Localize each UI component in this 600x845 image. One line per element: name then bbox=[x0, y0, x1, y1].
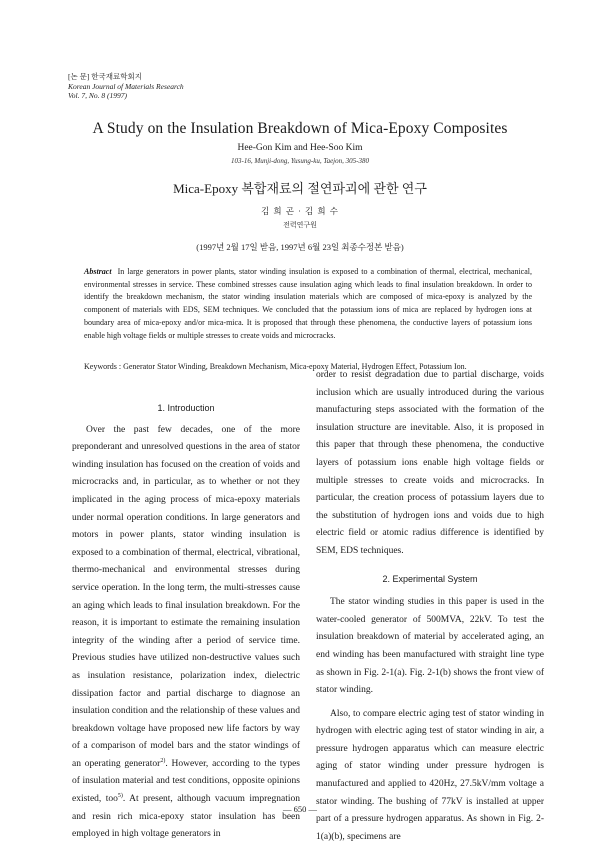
paper-title: A Study on the Insulation Breakdown of Mica-Epoxy Composites bbox=[92, 120, 508, 137]
abstract bbox=[84, 266, 532, 342]
authors: Hee-Gon Kim and Hee-Soo Kim bbox=[237, 143, 363, 153]
intro-paragraph bbox=[72, 422, 300, 844]
masthead-journal: Korean Journal of Materials Research bbox=[68, 81, 184, 91]
reference-marker: 2) bbox=[160, 757, 166, 764]
masthead-korean: [논 문] 한국재료학회지 bbox=[68, 72, 142, 81]
reference-marker: 5) bbox=[117, 792, 123, 799]
intro-text-3: . At present, although vacuum impregnation and resin rich mica-epoxy stator insulation has been employed in high voltage generators in bbox=[72, 794, 300, 840]
abstract-text: In large generators in power plants, stator winding insulation is exposed to a combination of thermal, electrical, mechanical, environmental stresses in service. These combined stresses cause insulation aging which leads to final insulation breakdown. In order to identify the breakdown mechanism, the stator winding insulation materials which are composed of mica-epoxy is analyzed by the component of materials with EDS, SEM techniques. We concluded that the potassium ions of mica are replaced by hydrogen ions at boundary area of mica-epoxy and/or mica-mica. It is proposed that through these phenomena, the conductive layers of potassium ions enable high voltage fields or multiple stresses to create voids and microcracks. bbox=[84, 267, 532, 340]
section-heading-experimental: 2. Experimental System bbox=[382, 573, 478, 584]
left-column bbox=[72, 400, 300, 844]
affiliation: 103-16, Munji-dong, Yusung-ku, Taejon, 305-380 bbox=[231, 157, 369, 165]
masthead-volume: Vol. 7, No. 8 (1997) bbox=[68, 91, 127, 100]
korean-authors: 김 희 곤 · 김 희 수 bbox=[261, 206, 339, 216]
page-number: — 650 — bbox=[283, 804, 317, 814]
korean-title: Mica-Epoxy 복합재료의 절연파괴에 관한 연구 bbox=[173, 181, 427, 196]
abstract-label: Abstract bbox=[84, 267, 112, 276]
right-column bbox=[316, 367, 544, 845]
received-dates: (1997년 2월 17일 받음, 1997년 6월 23일 최종수정본 받음) bbox=[196, 242, 404, 252]
keywords: Keywords : Generator Stator Winding, Breakdown Mechanism, Mica-epoxy Material, Hydrogen Effect, Potassium Ion. bbox=[84, 362, 467, 371]
intro-text-2: . However, according to the types of insulation material and test conditions, opposite opinions existed, too bbox=[72, 758, 300, 805]
korean-affiliation: 전력연구원 bbox=[283, 221, 317, 229]
section-heading-introduction: 1. Introduction bbox=[157, 403, 215, 413]
intro-continuation: order to resist degradation due to partial discharge, voids inclusion which are usually introduced during the various manufacturing steps associated with the formation of the insulation structure are inevitable. Also, it is proposed in this paper that through these phenomena, the conductive layers of potassium ions enable high voltage fields or multiple stresses to create voids and microcracks. In particular, the creation process of potassium layers due to the substitution of hydrogen ions and voids due to high electric field or atomic radius difference is identified by SEM, EDS techniques. bbox=[316, 370, 544, 556]
experimental-paragraph-1: The stator winding studies in this paper is used in the water-cooled generator of 500MVA, 22kV. To test the insulation breakdown of material by accelerated aging, an end winding has been manufactured with straight line type as shown in Fig. 2-1(a). Fig. 2-1(b) shows the front view of stator winding. bbox=[316, 597, 544, 696]
journal-masthead bbox=[68, 72, 184, 101]
intro-text-1: Over the past few decades, one of the more preponderant and unresolved questions in the area of stator winding insulation has focused on the creation of voids and microcracks and, in particular, as to whether or not they implicated in the aging process of mica-epoxy materials under normal operation conditions. In large generators and motors in power plants, stator winding insulation is exposed to a combination of thermal, electrical, vibrational, thermo-mechanical and environmental stresses during service operation. In the long term, the multi-stresses cause an aging which leads to final insulation breakdown. For the reason, it is important to estimate the remaining insulation integrity of the winding after a period of service time. Previous studies have utilized non-destructive values such as insulation resistance, polarization index, dielectric dissipation factor and partial discharge to diagnose an insulation condition and the relationship of these values and breakdown voltage have proposed new life factors by way of a comparison of model bars and the stator windings of an operating generator bbox=[72, 424, 300, 769]
experimental-paragraph-2: Also, to compare electric aging test of stator winding in hydrogen with electric aging test of stator winding in air, a pressure hydrogen apparatus which can measure electric aging of stator winding under pressure hydrogen is manufactured and applied to 420Hz, 27.5kV/mm voltage a stator winding. The bushing of 77kV is installed at upper part of a pressure hydrogen apparatus. As shown in Fig. 2-1(a)(b), specimens are bbox=[316, 708, 544, 842]
